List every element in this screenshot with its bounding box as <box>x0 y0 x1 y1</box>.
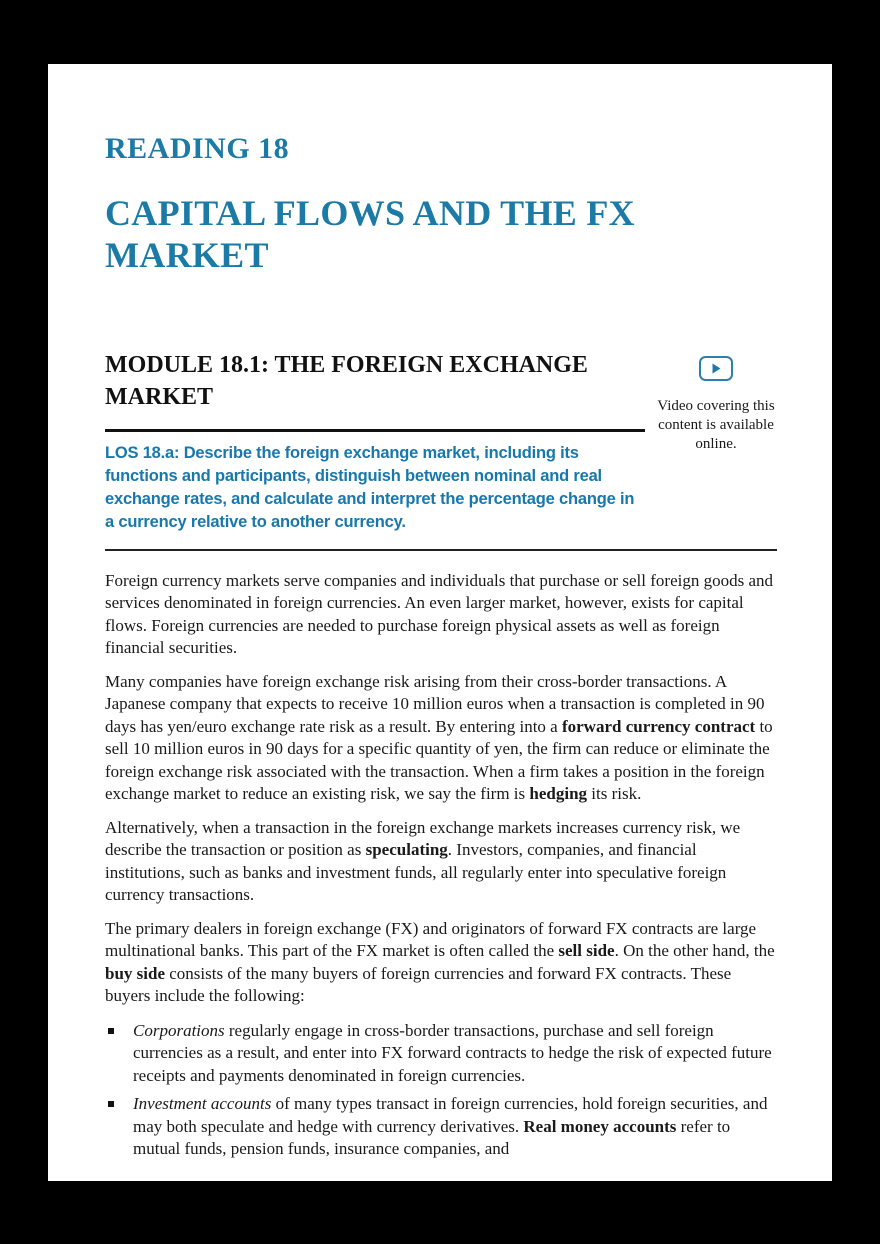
body-text <box>105 570 777 1161</box>
module-section <box>105 350 777 550</box>
paragraph: Many companies have foreign exchange risk arising from their cross-border transactions. A Japanese company that expects to receive 10 million euros when a transaction is completed in 90 days has yen/euro exchange rate risk as a result. By entering into a forward currency contract to sell 10 million euros in 90 days for a specific quantity of yen, the firm can reduce or eliminate the foreign exchange risk associated with the transaction. When a firm takes a position in the foreign exchange market to reduce an existing risk, we say the firm is hedging its risk. <box>105 671 773 804</box>
module-divider-rule <box>105 429 645 432</box>
paragraph: The primary dealers in foreign exchange (FX) and originators of forward FX contracts are large multinational banks. This part of the FX market is often called the sell side. On the other hand, the buy side consists of the many buyers of foreign currencies and forward FX contracts. These buyers include the following: <box>105 918 775 1006</box>
list-item: Investment accounts of many types transact in foreign currencies, hold foreign securities, and may both speculate and hedge with currency derivatives. Real money accounts refer to mutual funds, pension funds, insurance companies, and <box>105 1093 777 1161</box>
buyers-bullet-list <box>105 1020 777 1161</box>
document-page <box>48 64 832 1181</box>
reading-number-heading: READING 18 <box>105 132 290 165</box>
paragraph: Foreign currency markets serve companies and individuals that purchase or sell foreign goods and services denominated in foreign currencies. An even larger market, however, exists for capital flows. Foreign currencies are needed to purchase foreign physical assets as well as foreign financial securities. <box>105 570 773 658</box>
los-statement: LOS 18.a: Describe the foreign exchange market, including its functions and participants, distinguish between nominal and real exchange rates, and calculate and interpret the percentage change in a currency relative to another currency. <box>105 443 635 531</box>
module-heading: MODULE 18.1: THE FOREIGN EXCHANGE MARKET <box>105 352 588 410</box>
list-item: Corporations regularly engage in cross-border transactions, purchase and sell foreign currencies as a result, and enter into FX forward contracts to hedge the risk of expected future receipts and payments denominated in foreign currencies. <box>105 1020 777 1088</box>
video-play-icon[interactable] <box>699 356 733 381</box>
paragraph: Alternatively, when a transaction in the foreign exchange markets increases currency risk, we describe the transaction or position as speculating. Investors, companies, and financial institutions, such as banks and investment funds, all regularly enter into speculative foreign currency transactions. <box>105 817 741 905</box>
video-callout <box>655 350 777 454</box>
reading-title-heading: CAPITAL FLOWS AND THE FX MARKET <box>105 193 635 276</box>
los-divider-rule <box>105 549 777 551</box>
video-availability-note: Video covering this content is available online. <box>657 398 775 453</box>
